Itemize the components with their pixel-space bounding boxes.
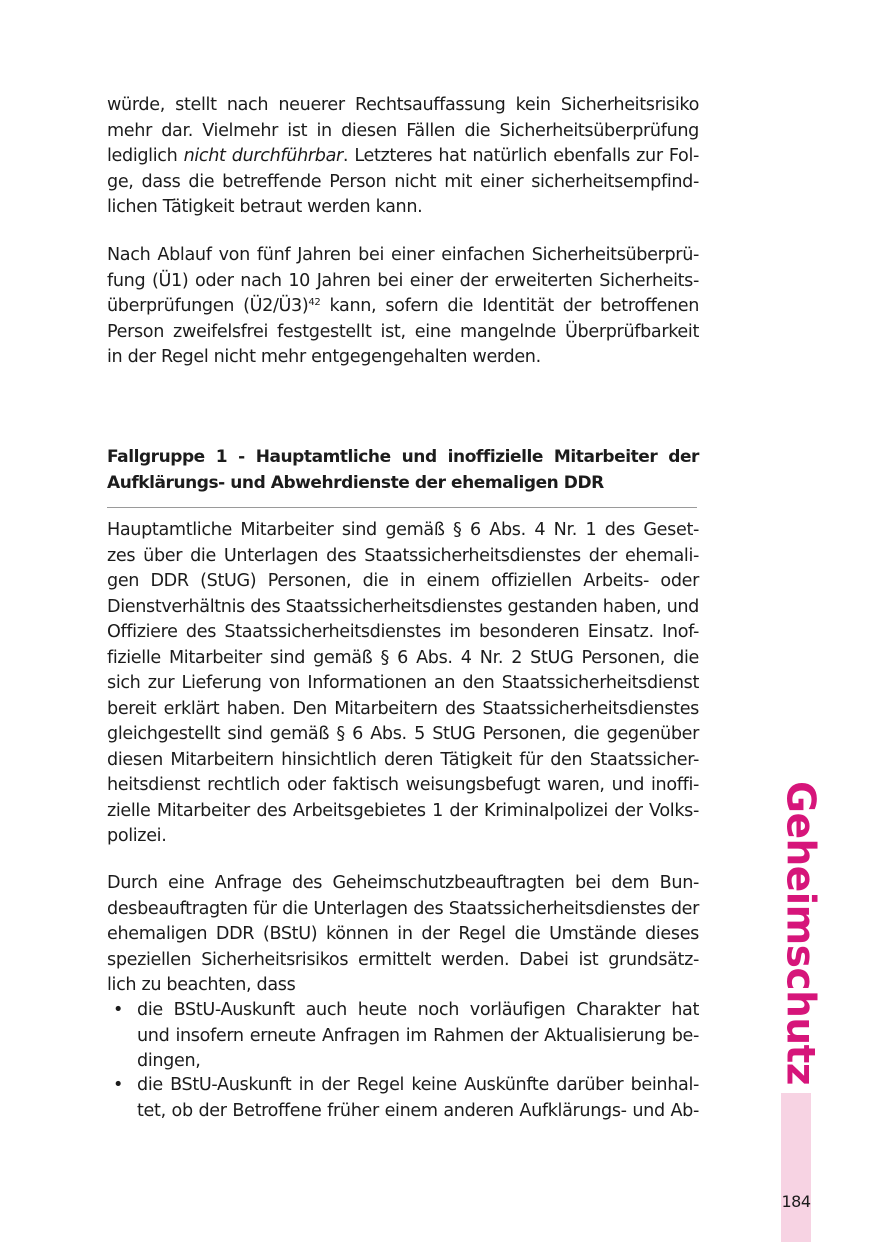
text-line: fung (Ü1) oder nach 10 Jahren bei einer der erweiterten Sicherheits- [107,270,699,291]
text-line: diesen Mitarbeitern hinsichtlich deren Tätigkeit für den Staatssicher- [107,749,699,770]
text-line: Nach Ablauf von fünf Jahren bei einer einfachen Sicherheitsüberprü- [107,245,699,265]
text-line: gen DDR (StUG) Personen, die in einem offiziellen Arbeits- oder [107,571,699,591]
heading-divider [107,507,697,508]
paragraph-4 [107,871,699,999]
paragraph-1 [107,93,699,221]
text-line: die BStU-Auskunft auch heute noch vorläufigen Charakter hat [137,1000,699,1020]
text-line: zes über die Unterlagen des Staatssicherheitsdienstes der ehemali- [107,545,699,566]
chapter-tab-title[interactable] [775,781,825,1085]
text-line: die BStU-Auskunft in der Regel keine Auskünfte darüber beinhal- [137,1075,699,1095]
text-line: desbeauftragten für die Unterlagen des Staatssicherheitsdienstes der [107,898,699,919]
page-number: 184 [781,1192,811,1211]
text-line: würde, stellt nach neuerer Rechtsauffassung kein Sicherheitsrisiko [107,95,699,115]
text-line: ehemaligen DDR (BStU) können in der Regel die Umstände dieses [107,924,699,944]
heading-line: Aufklärungs- und Abwehrdienste der ehemaligen DDR [107,472,604,493]
text-line: Durch eine Anfrage des Geheimschutzbeauftragten bei dem Bun- [107,873,699,893]
text-line: bereit erklärt haben. Den Mitarbeitern des Staatssicherheitsdienstes [107,698,699,719]
emphasis-text: nicht durchführbar [183,146,343,166]
bullet-icon: • [113,1000,124,1020]
text-line: mehr dar. Vielmehr ist in diesen Fällen die Sicherheitsüberprüfung [107,120,699,141]
text-line: in der Regel nicht mehr entgegengehalten werden. [107,347,541,367]
chapter-tab-bar [781,1093,811,1242]
text-line: dingen, [137,1051,201,1071]
chapter-tab-label: Geheimschutz [777,781,823,1085]
text-line: gleichgestellt sind gemäß § 6 Abs. 5 StUG Personen, die gegenüber [107,724,699,744]
text-line: zielle Mitarbeiter des Arbeitsgebietes 1 der Kriminalpolizei der Volks- [107,800,699,821]
text-line: fizielle Mitarbeiter sind gemäß § 6 Abs. 4 Nr. 2 StUG Personen, die [107,647,699,668]
text-line: tet, ob der Betroffene früher einem anderen Aufklärungs- und Ab- [137,1100,699,1121]
text-line: lichen Tätigkeit betraut werden kann. [107,197,423,217]
text-line: lediglich nicht durchführbar. Letzteres hat natürlich ebenfalls zur Fol- [107,146,699,166]
text-line: lich zu beachten, dass [107,975,296,995]
text-line: polizei. [107,826,167,846]
text-line: heitsdienst rechtlich oder faktisch weisungsbefugt waren, und inoffi- [107,775,699,795]
footnote-marker[interactable]: 42 [308,297,321,308]
text-line: ge, dass die betreffende Person nicht mit einer sicherheitsempfind- [107,171,699,192]
text-line: sich zur Lieferung von Informationen an den Staatssicherheitsdienst [107,673,699,693]
text-line: Dienstverhältnis des Staatssicherheitsdienstes gestanden haben, und [107,596,699,617]
text-line: Hauptamtliche Mitarbeiter sind gemäß § 6 Abs. 4 Nr. 1 des Geset- [107,520,699,540]
list-item [107,1073,699,1124]
list-item [107,998,699,1075]
text-line: Person zweifelsfrei festgestellt ist, eine mangelnde Überprüfbarkeit [107,321,699,342]
text-line: speziellen Sicherheitsrisikos ermittelt werden. Dabei ist grundsätz- [107,949,699,970]
paragraph-2 [107,243,699,371]
text-line: Offiziere des Staatssicherheitsdienstes im besonderen Einsatz. Inof- [107,622,699,642]
heading-line: Fallgruppe 1 - Hauptamtliche und inoffizielle Mitarbeiter der [107,447,699,467]
list-item-text [137,1073,699,1124]
section-heading [107,445,699,496]
text-line: überprüfungen (Ü2/Ü3)$^{42}$ kann, sofern die Identität der betroffenen [107,296,699,316]
text-line: und insofern erneute Anfragen im Rahmen der Aktualisierung be- [137,1025,699,1046]
list-item-text [137,998,699,1075]
paragraph-3 [107,518,699,850]
bullet-icon: • [113,1075,124,1095]
